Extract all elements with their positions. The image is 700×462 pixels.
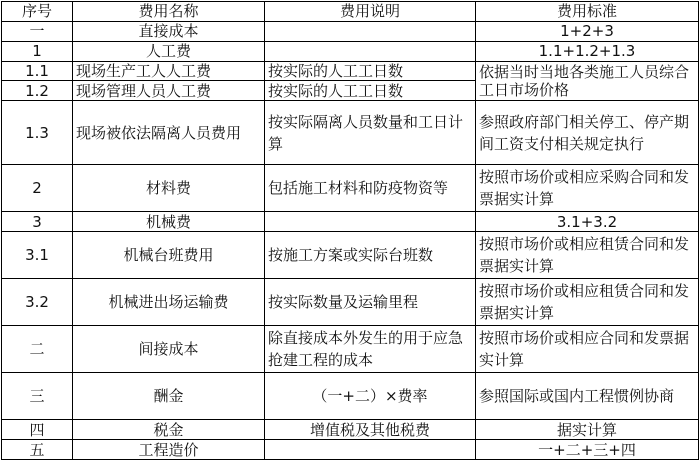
cell-standard: 1+2+3 (476, 21, 699, 41)
table-row (2, 165, 699, 212)
cell-desc (265, 21, 476, 41)
cell-name: 现场被依法隔离人员费用 (73, 101, 265, 165)
cell-name: 间接成本 (73, 326, 265, 373)
table-row (2, 420, 699, 440)
cell-no: 1.2 (2, 81, 73, 101)
cell-no: 1 (2, 41, 73, 61)
cell-standard: 按照市场价或相应合同和发票据实计算 (476, 326, 699, 373)
header-name: 费用名称 (73, 2, 265, 22)
cell-no: 二 (2, 326, 73, 373)
cell-standard: 1.1+1.2+1.3 (476, 41, 699, 61)
cell-name: 现场管理人员人工费 (73, 81, 265, 101)
cell-standard: 参照政府部门相关停工、停产期间工资支付相关规定执行 (476, 101, 699, 165)
cell-standard: 3.1+3.2 (476, 212, 699, 232)
header-standard: 费用标准 (476, 2, 699, 22)
cell-name: 工程造价 (73, 440, 265, 460)
table-header-row (2, 2, 699, 22)
cell-name: 酬金 (73, 373, 265, 420)
cell-no: 一 (2, 21, 73, 41)
cell-no: 1.3 (2, 101, 73, 165)
table-row (2, 41, 699, 61)
cell-desc: 按实际隔离人员数量和工日计算 (265, 101, 476, 165)
cell-no: 三 (2, 373, 73, 420)
cell-no: 3 (2, 212, 73, 232)
cell-no: 四 (2, 420, 73, 440)
cell-desc: （一+二）×费率 (265, 373, 476, 420)
table-row (2, 101, 699, 165)
cell-standard: 按照市场价或相应采购合同和发票据实计算 (476, 165, 699, 212)
header-no: 序号 (2, 2, 73, 22)
table-row (2, 279, 699, 326)
cell-desc: 除直接成本外发生的用于应急抢建工程的成本 (265, 326, 476, 373)
cost-table (1, 1, 699, 460)
cell-desc: 按实际的人工工日数 (265, 81, 476, 101)
cell-standard: 据实计算 (476, 420, 699, 440)
table-row (2, 440, 699, 460)
cell-desc: 按实际数量及运输里程 (265, 279, 476, 326)
cell-desc: 增值税及其他税费 (265, 420, 476, 440)
table-row (2, 326, 699, 373)
cell-no: 3.2 (2, 279, 73, 326)
cell-desc (265, 440, 476, 460)
cell-name: 人工费 (73, 41, 265, 61)
header-desc: 费用说明 (265, 2, 476, 22)
cell-standard: 一+二+三+四 (476, 440, 699, 460)
cell-no: 1.1 (2, 61, 73, 81)
cell-name: 税金 (73, 420, 265, 440)
table-row (2, 61, 699, 81)
cell-desc: 包括施工材料和防疫物资等 (265, 165, 476, 212)
cell-standard: 依据当时当地各类施工人员综合工日市场价格 (476, 61, 699, 101)
cell-desc (265, 41, 476, 61)
cell-standard: 按照市场价或相应租赁合同和发票据实计算 (476, 231, 699, 278)
cell-no: 五 (2, 440, 73, 460)
cell-desc (265, 212, 476, 232)
cell-name: 直接成本 (73, 21, 265, 41)
table-row (2, 212, 699, 232)
cell-name: 现场生产工人人工费 (73, 61, 265, 81)
table-row (2, 373, 699, 420)
cell-name: 机械进出场运输费 (73, 279, 265, 326)
cell-desc: 按施工方案或实际台班数 (265, 231, 476, 278)
cell-desc: 按实际的人工工日数 (265, 61, 476, 81)
cell-no: 3.1 (2, 231, 73, 278)
cell-name: 机械台班费用 (73, 231, 265, 278)
cell-name: 机械费 (73, 212, 265, 232)
cell-standard: 参照国际或国内工程惯例协商 (476, 373, 699, 420)
table-row (2, 21, 699, 41)
table-row (2, 231, 699, 278)
cell-name: 材料费 (73, 165, 265, 212)
cell-standard: 按照市场价或相应租赁合同和发票据实计算 (476, 279, 699, 326)
cell-no: 2 (2, 165, 73, 212)
